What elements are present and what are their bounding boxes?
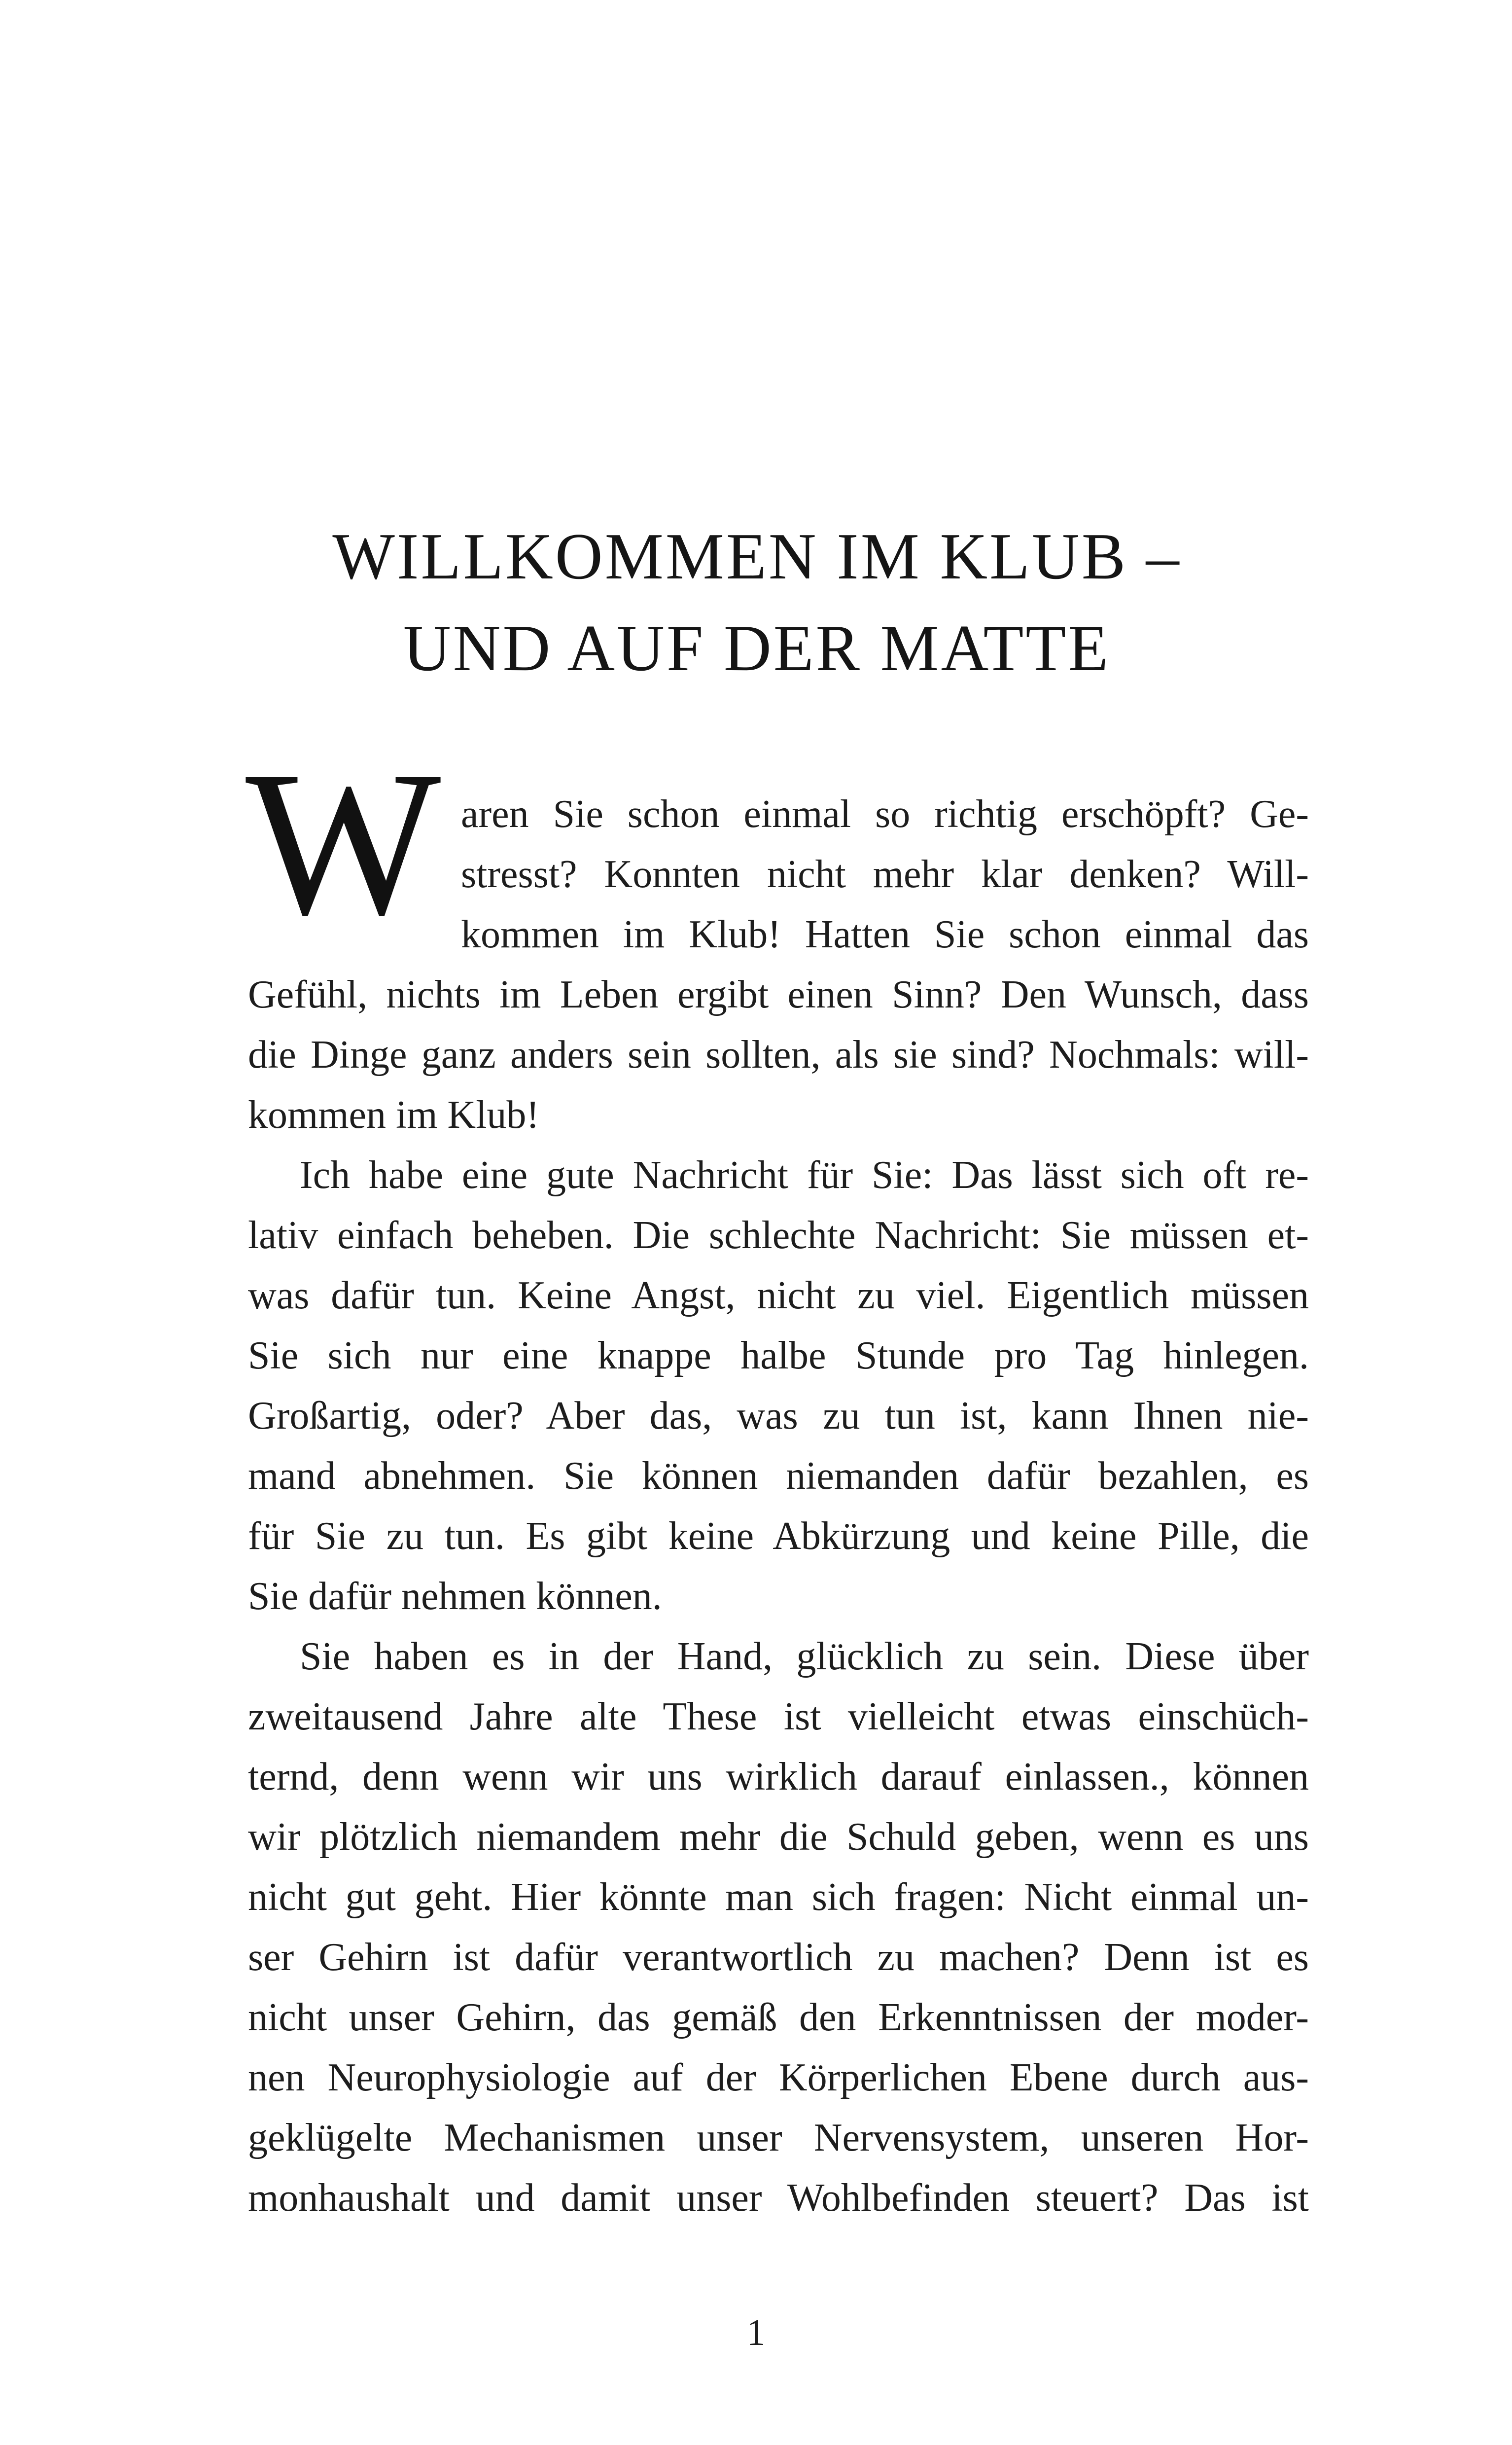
text-line: ser Gehirn ist dafür verantwortlich zu machen? Denn ist es [248,1936,1309,1979]
text-line: kommen im Klub! [248,1093,540,1137]
drop-cap: W [246,728,441,958]
text-line: lativ einfach beheben. Die schlechte Nachricht: Sie müssen et- [248,1214,1309,1257]
text-line: Sie dafür nehmen können. [248,1575,662,1618]
text-line: geklügelte Mechanismen unser Nervensystem, unseren Hor- [248,2116,1309,2159]
text-line: Ich habe eine gute Nachricht für Sie: Das lässt sich oft re- [300,1153,1309,1197]
text-line: kommen im Klub! Hatten Sie schon einmal das [461,913,1309,956]
text-line: nicht unser Gehirn, das gemäß den Erkenntnissen der moder- [248,1996,1309,2039]
text-line: mand abnehmen. Sie können niemanden dafür bezahlen, es [248,1454,1309,1498]
text-line: Großartig, oder? Aber das, was zu tun ist, kann Ihnen nie- [248,1394,1309,1438]
text-line: wir plötzlich niemandem mehr die Schuld geben, wenn es uns [248,1815,1309,1859]
chapter-title-line-1: WILLKOMMEN IM KLUB – [332,520,1181,593]
text-line: zweitausend Jahre alte These ist vielleicht etwas einschüch- [248,1695,1309,1738]
text-line: Sie sich nur eine knappe halbe Stunde pro Tag hinlegen. [248,1334,1309,1377]
text-line: nicht gut geht. Hier könnte man sich fragen: Nicht einmal un- [248,1875,1309,1919]
text-line: ternd, denn wenn wir uns wirklich darauf einlassen., können [248,1755,1309,1798]
text-line: die Dinge ganz anders sein sollten, als sie sind? Nochmals: will- [248,1033,1309,1077]
text-line: Sie haben es in der Hand, glücklich zu sein. Diese über [300,1635,1309,1678]
page-number: 1 [746,2312,766,2353]
text-line: monhaushalt und damit unser Wohlbefinden steuert? Das ist [248,2176,1309,2220]
text-line: was dafür tun. Keine Angst, nicht zu viel. Eigentlich müssen [248,1274,1309,1317]
text-line: für Sie zu tun. Es gibt keine Abkürzung und keine Pille, die [248,1514,1309,1558]
text-line: nen Neurophysiologie auf der Körperlichen Ebene durch aus- [248,2056,1309,2099]
text-line: aren Sie schon einmal so richtig erschöpft? Ge- [461,792,1309,836]
text-line: stresst? Konnten nicht mehr klar denken? Will- [461,853,1309,896]
chapter-title [197,510,1316,694]
text-line: Gefühl, nichts im Leben ergibt einen Sinn? Den Wunsch, dass [248,973,1309,1016]
chapter-title-line-2: UND AUF DER MATTE [403,611,1111,684]
